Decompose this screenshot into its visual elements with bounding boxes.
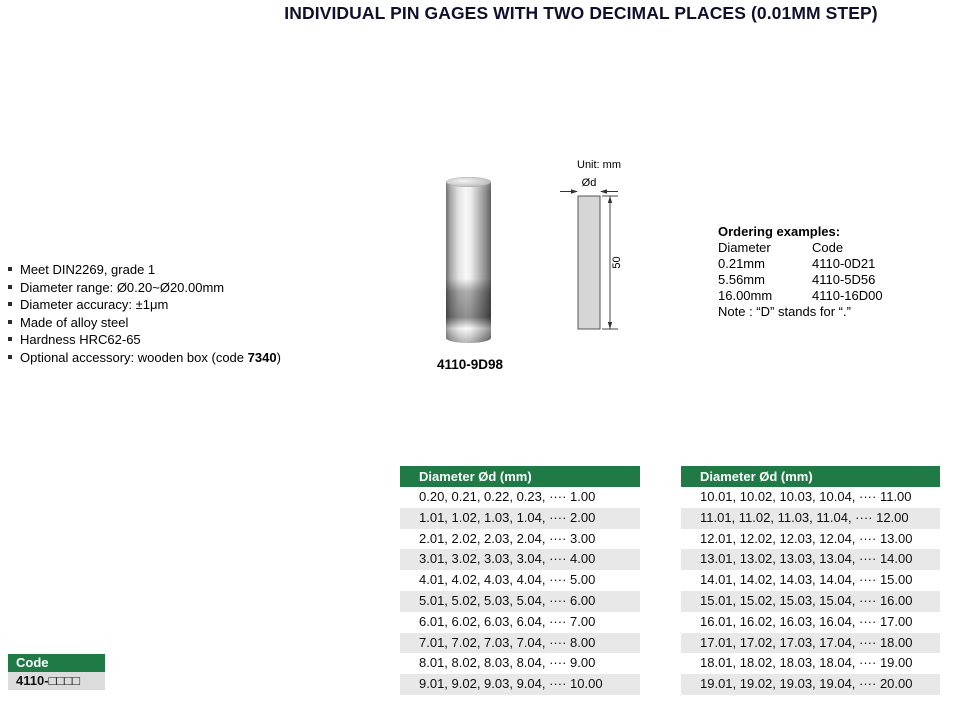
feature-text: Meet DIN2269, grade 1: [20, 262, 156, 277]
ordering-row: [718, 256, 938, 272]
bullet-square-icon: [8, 355, 12, 359]
diameter-table-2: [681, 466, 940, 695]
table-row: 0.20, 0.21, 0.22, 0.23, ···· 1.00: [400, 487, 640, 508]
table-row: 4.01, 4.02, 4.03, 4.04, ···· 5.00: [400, 570, 640, 591]
pin-outline-rect: [578, 196, 600, 329]
table-row: 17.01, 17.02, 17.03, 17.04, ···· 18.00: [681, 633, 940, 654]
table-row: 10.01, 10.02, 10.03, 10.04, ···· 11.00: [681, 487, 940, 508]
code-block-value: 4110-□□□□: [8, 672, 105, 690]
feature-item: [8, 333, 348, 347]
code-block: [8, 654, 105, 690]
length-dim-label: 50: [611, 256, 623, 269]
ordering-note: Note : “D” stands for “.”: [718, 304, 851, 319]
ordering-col-diameter: Diameter: [718, 240, 771, 255]
ordering-diameter: 5.56mm: [718, 272, 765, 287]
pin-gage-photo: [446, 177, 491, 344]
ordering-col-code: Code: [812, 240, 844, 255]
ordering-diameter: 0.21mm: [718, 256, 765, 271]
table-rows: [681, 487, 940, 695]
pin-top-cap: [446, 177, 491, 187]
code-block-header: Code: [8, 654, 105, 672]
table-row: 8.01, 8.02, 8.03, 8.04, ···· 9.00: [400, 653, 640, 674]
table-row: 2.01, 2.02, 2.03, 2.04, ···· 3.00: [400, 529, 640, 550]
ordering-row: [718, 288, 938, 304]
diameter-dim-label: Ød: [581, 177, 597, 189]
bullet-square-icon: [8, 320, 12, 324]
feature-text: Hardness HRC62-65: [20, 332, 141, 347]
bullet-square-icon: [8, 285, 12, 289]
table-row: 19.01, 19.02, 19.03, 19.04, ···· 20.00: [681, 674, 940, 695]
table-rows: [400, 487, 640, 695]
product-model: 4110-9D98: [436, 357, 504, 372]
accessory-suffix: ): [276, 349, 281, 365]
diameter-table-1: [400, 466, 640, 695]
table-row: 9.01, 9.02, 9.03, 9.04, ···· 10.00: [400, 674, 640, 695]
bullet-square-icon: [8, 267, 12, 271]
ordering-diameter: 16.00mm: [718, 288, 773, 303]
ordering-code: 4110-16D00: [812, 288, 883, 303]
table-row: 6.01, 6.02, 6.03, 6.04, ···· 7.00: [400, 612, 640, 633]
ordering-row: [718, 272, 938, 288]
feature-item: [8, 298, 348, 312]
page-title: INDIVIDUAL PIN GAGES WITH TWO DECIMAL PLACES (0.01MM STEP): [284, 3, 878, 23]
table-header: Diameter Ød (mm): [681, 466, 940, 487]
unit-label: Unit: mm: [577, 159, 621, 171]
table-row: 14.01, 14.02, 14.03, 14.04, ···· 15.00: [681, 570, 940, 591]
table-row: 12.01, 12.02, 12.03, 12.04, ···· 13.00: [681, 529, 940, 550]
table-header: Diameter Ød (mm): [400, 466, 640, 487]
ordering-examples: [718, 224, 938, 320]
dimension-drawing: [556, 173, 686, 341]
table-row: 3.01, 3.02, 3.03, 3.04, ···· 4.00: [400, 549, 640, 570]
accessory-prefix: Optional accessory: wooden box (code: [20, 349, 248, 365]
ordering-code: 4110-0D21: [812, 256, 876, 271]
table-row: 11.01, 11.02, 11.03, 11.04, ···· 12.00: [681, 508, 940, 529]
table-row: 18.01, 18.02, 18.03, 18.04, ···· 19.00: [681, 653, 940, 674]
feature-text: Diameter accuracy: ±1μm: [20, 297, 169, 312]
bullet-square-icon: [8, 302, 12, 306]
bullet-square-icon: [8, 337, 12, 341]
accessory-code: 7340: [247, 349, 277, 365]
features-list: [8, 263, 348, 368]
feature-item: [8, 351, 348, 365]
table-row: 13.01, 13.02, 13.03, 13.04, ···· 14.00: [681, 549, 940, 570]
feature-text: Diameter range: Ø0.20~Ø20.00mm: [20, 279, 225, 295]
feature-item: [8, 263, 348, 277]
feature-text: Made of alloy steel: [20, 314, 129, 330]
table-row: 5.01, 5.02, 5.03, 5.04, ···· 6.00: [400, 591, 640, 612]
pin-body: [446, 182, 491, 343]
ordering-title: Ordering examples:: [718, 224, 841, 239]
feature-text: [20, 351, 281, 365]
table-row: 1.01, 1.02, 1.03, 1.04, ···· 2.00: [400, 508, 640, 529]
feature-item: [8, 316, 348, 330]
table-row: 15.01, 15.02, 15.03, 15.04, ···· 16.00: [681, 591, 940, 612]
feature-item: [8, 281, 348, 295]
table-row: 16.01, 16.02, 16.03, 16.04, ···· 17.00: [681, 612, 940, 633]
table-row: 7.01, 7.02, 7.03, 7.04, ···· 8.00: [400, 633, 640, 654]
ordering-header-row: [718, 240, 938, 256]
ordering-code: 4110-5D56: [812, 272, 876, 287]
